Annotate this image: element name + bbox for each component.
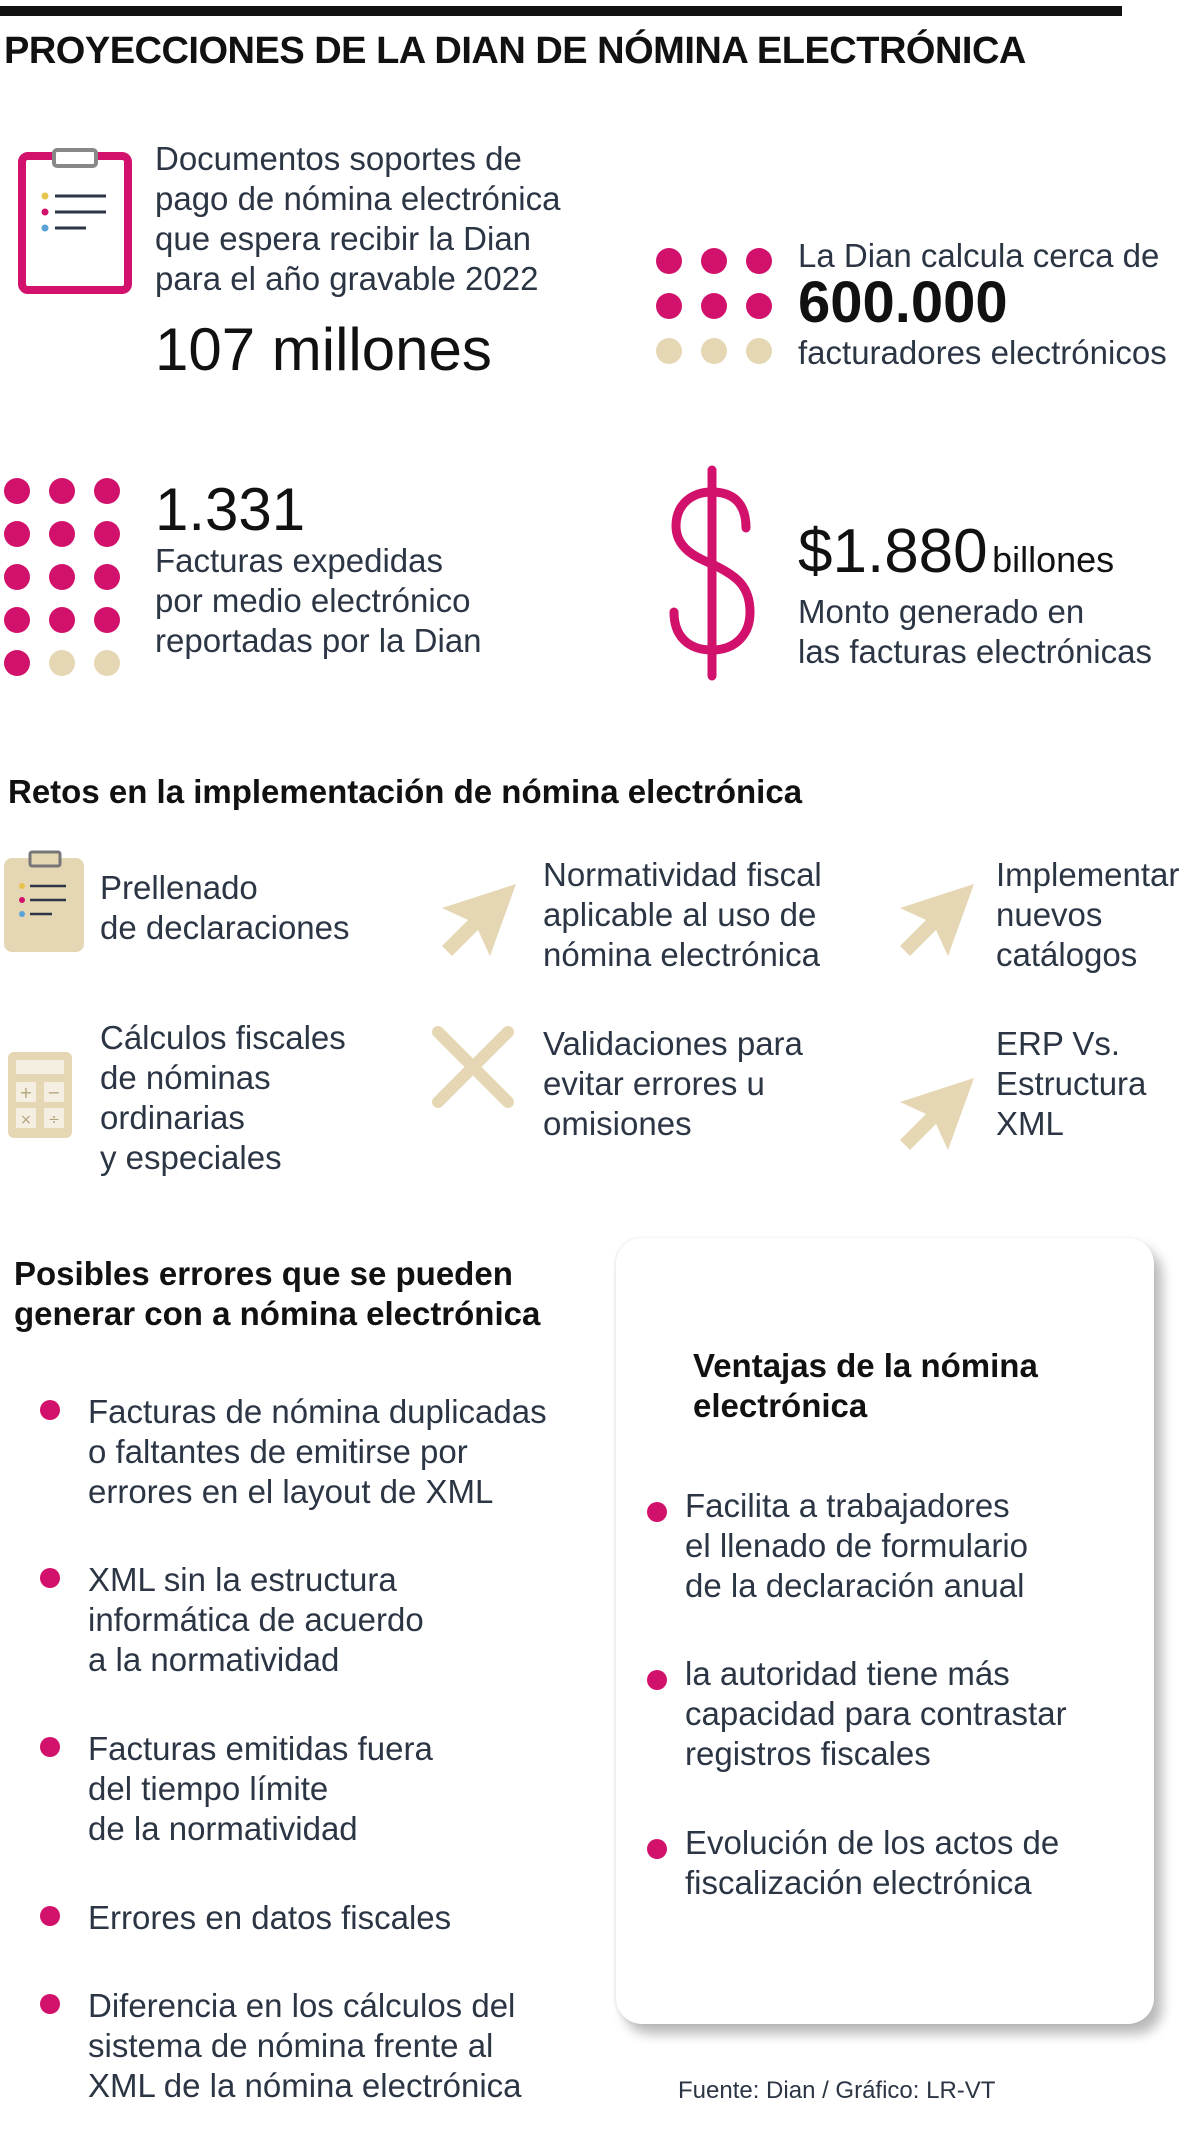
- dots-grid-icon-2: [4, 478, 124, 678]
- ventaja-item-3: Evolución de los actos de fiscalización electrónica: [685, 1824, 1060, 1901]
- monto-value-row: [798, 517, 1115, 586]
- bullet-icon: [40, 1400, 60, 1420]
- svg-text:×: ×: [20, 1112, 32, 1128]
- top-rule: [0, 6, 1122, 16]
- dots-grid-icon: [656, 248, 776, 368]
- arrow-icon: [898, 880, 978, 960]
- error-item-3: Facturas emitidas fuera del tiempo límite de la normatividad: [88, 1730, 433, 1847]
- facturas-value: 1.331: [155, 476, 306, 543]
- svg-text:−: −: [47, 1083, 61, 1102]
- ventajas-title: Ventajas de la nómina electrónica: [693, 1347, 1038, 1424]
- reto-item-3: Implementar nuevos catálogos: [996, 856, 1180, 973]
- source-note: Fuente: Dian / Gráfico: LR-VT: [678, 2077, 996, 2104]
- bullet-icon: [647, 1839, 667, 1859]
- error-item-1: Facturas de nómina duplicadas o faltantes de emitirse por errores en el layout de XML: [88, 1393, 547, 1510]
- page-title: PROYECCIONES DE LA DIAN DE NÓMINA ELECTRÓNICA: [4, 30, 1026, 72]
- ventaja-item-1: Facilita a trabajadores el llenado de formulario de la declaración anual: [685, 1487, 1029, 1604]
- docs-value: 107 millones: [155, 316, 492, 383]
- clipboard-icon: [4, 852, 84, 952]
- facturadores-caption: facturadores electrónicos: [798, 334, 1167, 371]
- monto-text: Monto generado en las facturas electrónicas: [798, 593, 1152, 670]
- arrow-icon: [440, 880, 520, 960]
- errores-title: Posibles errores que se pueden generar con a nómina electrónica: [14, 1255, 541, 1332]
- reto-item-2: Normatividad fiscal aplicable al uso de nómina electrónica: [543, 856, 822, 973]
- monto-value: $1.880: [798, 517, 988, 586]
- svg-text:+: +: [19, 1083, 33, 1102]
- x-icon: [430, 1024, 516, 1110]
- monto-unit: billones: [992, 539, 1115, 580]
- reto-item-4: Cálculos fiscales de nóminas ordinarias y especiales: [100, 1019, 346, 1176]
- svg-text:÷: ÷: [48, 1112, 60, 1128]
- reto-item-1: Prellenado de declaraciones: [100, 869, 350, 946]
- calculator-icon: [8, 1052, 72, 1138]
- bullet-icon: [647, 1670, 667, 1690]
- facturadores-intro: La Dian calcula cerca de: [798, 237, 1160, 274]
- error-item-4: Errores en datos fiscales: [88, 1899, 452, 1936]
- arrow-icon: [898, 1074, 978, 1154]
- facturadores-value: 600.000: [798, 270, 1008, 335]
- facturas-text: Facturas expedidas por medio electrónico reportadas por la Dian: [155, 542, 482, 659]
- ventaja-item-2: la autoridad tiene más capacidad para contrastar registros fiscales: [685, 1655, 1067, 1772]
- bullet-icon: [647, 1502, 667, 1522]
- dollar-icon: [664, 466, 760, 680]
- reto-item-5: Validaciones para evitar errores u omisiones: [543, 1025, 803, 1142]
- error-item-2: XML sin la estructura informática de acuerdo a la normatividad: [88, 1561, 424, 1678]
- bullet-icon: [40, 1994, 60, 2014]
- retos-title: Retos en la implementación de nómina electrónica: [8, 773, 803, 810]
- bullet-icon: [40, 1906, 60, 1926]
- docs-text: Documentos soportes de pago de nómina electrónica que espera recibir la Dian para el año gravable 2022: [155, 140, 561, 297]
- clipboard-icon: [18, 150, 134, 298]
- error-item-5: Diferencia en los cálculos del sistema de nómina frente al XML de la nómina electrónica: [88, 1987, 522, 2104]
- reto-item-6: ERP Vs. Estructura XML: [996, 1025, 1147, 1142]
- bullet-icon: [40, 1568, 60, 1588]
- bullet-icon: [40, 1737, 60, 1757]
